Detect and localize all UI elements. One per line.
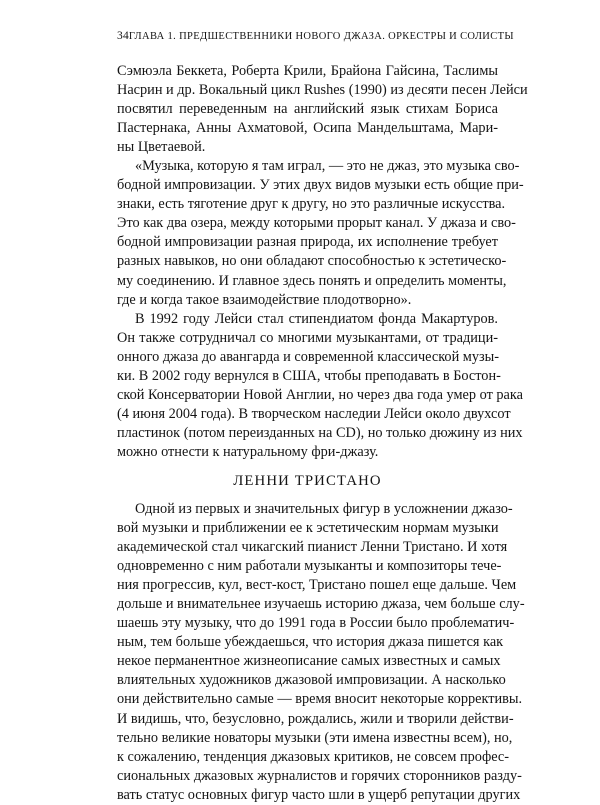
paragraph-3 bbox=[117, 310, 523, 462]
chapter-title: ГЛАВА 1. ПРЕДШЕСТВЕННИКИ НОВОГО ДЖАЗА. ОРКЕСТРЫ И СОЛИСТЫ bbox=[128, 31, 514, 42]
text-line: шаешь эту музыку, что до 1991 года в России было проблематич- bbox=[117, 615, 515, 632]
section-heading: ЛЕННИ ТРИСТАНО bbox=[233, 472, 382, 489]
text-line: ным, тем больше убеждаешься, что история джаза пишется как bbox=[117, 634, 504, 651]
paragraph-2-quote bbox=[117, 157, 524, 309]
body-text bbox=[117, 62, 528, 805]
text-line: ки. В 2002 году вернулся в США, чтобы преподавать в Бостон- bbox=[117, 367, 501, 384]
text-line: ской Консерватории Новой Англии, но через два года умер от рака bbox=[117, 386, 523, 403]
running-head bbox=[117, 30, 514, 48]
text-line: (4 июня 2004 года). В творческом наследии Лейси около двухсот bbox=[117, 405, 511, 422]
text-line: му соединению. И главное здесь понять и определить моменты, bbox=[117, 272, 507, 289]
text-line: академической стал чикагский пианист Ленни Тристано. И хотя bbox=[117, 539, 508, 556]
text-line: И видишь, что, безусловно, рождались, жили и творили действи- bbox=[117, 710, 514, 727]
text-line: сиональных джазовых журналистов и горячих сторонников разду- bbox=[117, 767, 522, 784]
text-line: тельно великие новаторы музыки (эти имена известны всем), но, bbox=[117, 729, 513, 746]
paragraph-4 bbox=[117, 500, 525, 805]
text-line: Сэмюэла Беккета, Роберта Крили, Брайона Гайсина, Таслимы bbox=[117, 63, 498, 79]
text-line: онного джаза до авангарда и современной классической музы- bbox=[117, 348, 500, 365]
text-line: Одной из первых и значительных фигур в усложнении джазо- bbox=[135, 500, 513, 517]
text-line: к сожалению, тенденция джазовых критиков, не совсем профес- bbox=[117, 748, 510, 765]
text-line: Насрин и др. Вокальный цикл Rushes (1990) из десяти песен Лейси bbox=[117, 82, 528, 99]
page-number: 34 bbox=[117, 30, 129, 42]
text-line: бодной импровизации разная природа, их исполнение требует bbox=[117, 234, 498, 251]
text-line: можно отнести к натуральному фри-джазу. bbox=[117, 443, 379, 460]
text-line: знаки, есть тяготение друг к другу, но это различные искусства. bbox=[117, 196, 506, 213]
text-line: «Музыка, которую я там играл, — это не джаз, это музыка сво- bbox=[135, 158, 520, 175]
text-line: вать статус основных фигур часто шли в ущерб репутации других bbox=[117, 786, 521, 803]
paragraph-1 bbox=[117, 62, 528, 157]
text-line: Это как два озера, между которыми прорыт канал. У джаза и сво- bbox=[117, 215, 516, 232]
text-line: ны Цветаевой. bbox=[117, 139, 206, 156]
text-line: влиятельных художников джазовой импровизации. А насколько bbox=[117, 672, 506, 689]
text-line: разных навыков, но они обладают способностью к эстетическо- bbox=[117, 253, 507, 270]
text-line: Он также сотрудничал со многими музыкантами, от традици- bbox=[117, 329, 498, 346]
text-line: В 1992 году Лейси стал стипендиатом фонда Макартуров. bbox=[135, 310, 498, 327]
text-line: вой музыки и приближении ее к эстетическим нормам музыки bbox=[117, 520, 499, 537]
text-line: одновременно с ним работали музыканты и композиторы тече- bbox=[117, 558, 502, 575]
text-line: где и когда такое взаимодействие плодотворно». bbox=[117, 291, 412, 308]
text-line: ния прогрессив, кул, вест-кост, Тристано пошел еще дальше. Чем bbox=[117, 577, 517, 594]
text-line: дольше и внимательнее изучаешь историю джаза, чем больше слу- bbox=[117, 596, 525, 613]
text-line: Пастернака, Анны Ахматовой, Осипа Мандельштама, Мари- bbox=[117, 120, 498, 137]
text-line: они действительно самые — время вносит некоторые коррективы. bbox=[117, 691, 523, 708]
text-line: бодной импровизации. У этих двух видов музыки есть общие при- bbox=[117, 177, 524, 194]
text-line: пластинок (потом переизданных на CD), но только дюжину из них bbox=[117, 424, 523, 441]
text-line: посвятил переведенным на английский язык стихам Бориса bbox=[117, 101, 498, 118]
text-line: некое перманентное жизнеописание самых известных и самых bbox=[117, 653, 501, 670]
